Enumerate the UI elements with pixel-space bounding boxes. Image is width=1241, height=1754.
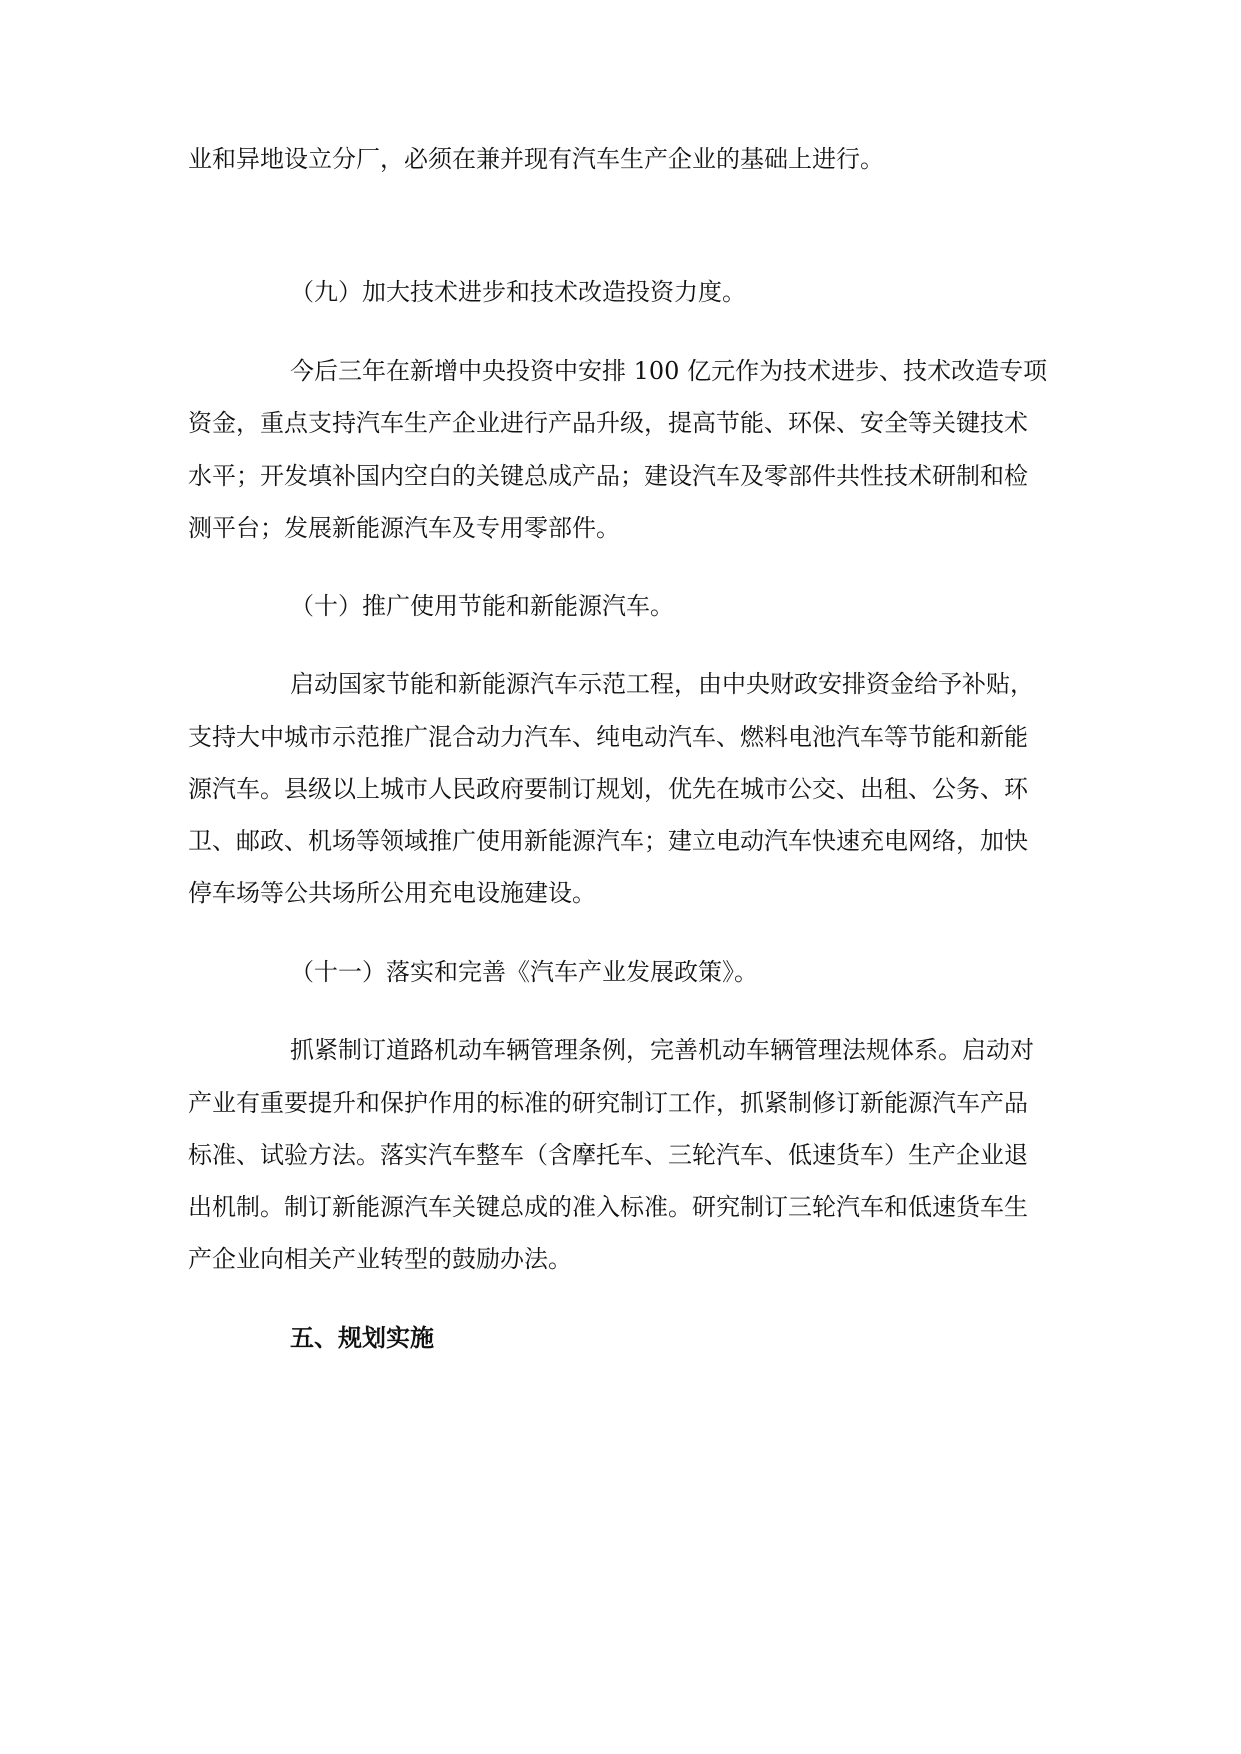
paragraph-line: 资金，重点支持汽车生产企业进行产品升级，提高节能、环保、安全等关键技术: [188, 409, 1028, 437]
paragraph-line: 卫、邮政、机场等领域推广使用新能源汽车；建立电动汽车快速充电网络，加快: [188, 827, 1028, 855]
section-heading-11: （十一）落实和完善《汽车产业发展政策》。: [290, 958, 758, 986]
paragraph-line: 抓紧制订道路机动车辆管理条例，完善机动车辆管理法规体系。启动对: [290, 1036, 1034, 1064]
paragraph-line: 今后三年在新增中央投资中安排 100 亿元作为技术进步、技术改造专项: [290, 357, 1048, 385]
chapter-heading: 五、规划实施: [290, 1324, 434, 1352]
paragraph-line: 源汽车。县级以上城市人民政府要制订规划，优先在城市公交、出租、公务、环: [188, 775, 1028, 803]
paragraph-line: 出机制。制订新能源汽车关键总成的准入标准。研究制订三轮汽车和低速货车生: [188, 1193, 1028, 1221]
paragraph-line: 产企业向相关产业转型的鼓励办法。: [188, 1245, 572, 1273]
section-heading-9: （九）加大技术进步和技术改造投资力度。: [290, 278, 746, 306]
paragraph-line: 水平；开发填补国内空白的关键总成产品；建设汽车及零部件共性技术研制和检: [188, 462, 1028, 490]
paragraph-line: 业和异地设立分厂，必须在兼并现有汽车生产企业的基础上进行。: [188, 145, 884, 173]
paragraph-line: 启动国家节能和新能源汽车示范工程，由中央财政安排资金给予补贴，: [290, 670, 1034, 698]
paragraph-line: 产业有重要提升和保护作用的标准的研究制订工作，抓紧制修订新能源汽车产品: [188, 1089, 1028, 1117]
paragraph-line: 停车场等公共场所公用充电设施建设。: [188, 879, 596, 907]
paragraph-line: 支持大中城市示范推广混合动力汽车、纯电动汽车、燃料电池汽车等节能和新能: [188, 723, 1028, 751]
paragraph-line: 测平台；发展新能源汽车及专用零部件。: [188, 514, 620, 542]
section-heading-10: （十）推广使用节能和新能源汽车。: [290, 592, 674, 620]
paragraph-line: 标准、试验方法。落实汽车整车（含摩托车、三轮汽车、低速货车）生产企业退: [188, 1141, 1028, 1169]
